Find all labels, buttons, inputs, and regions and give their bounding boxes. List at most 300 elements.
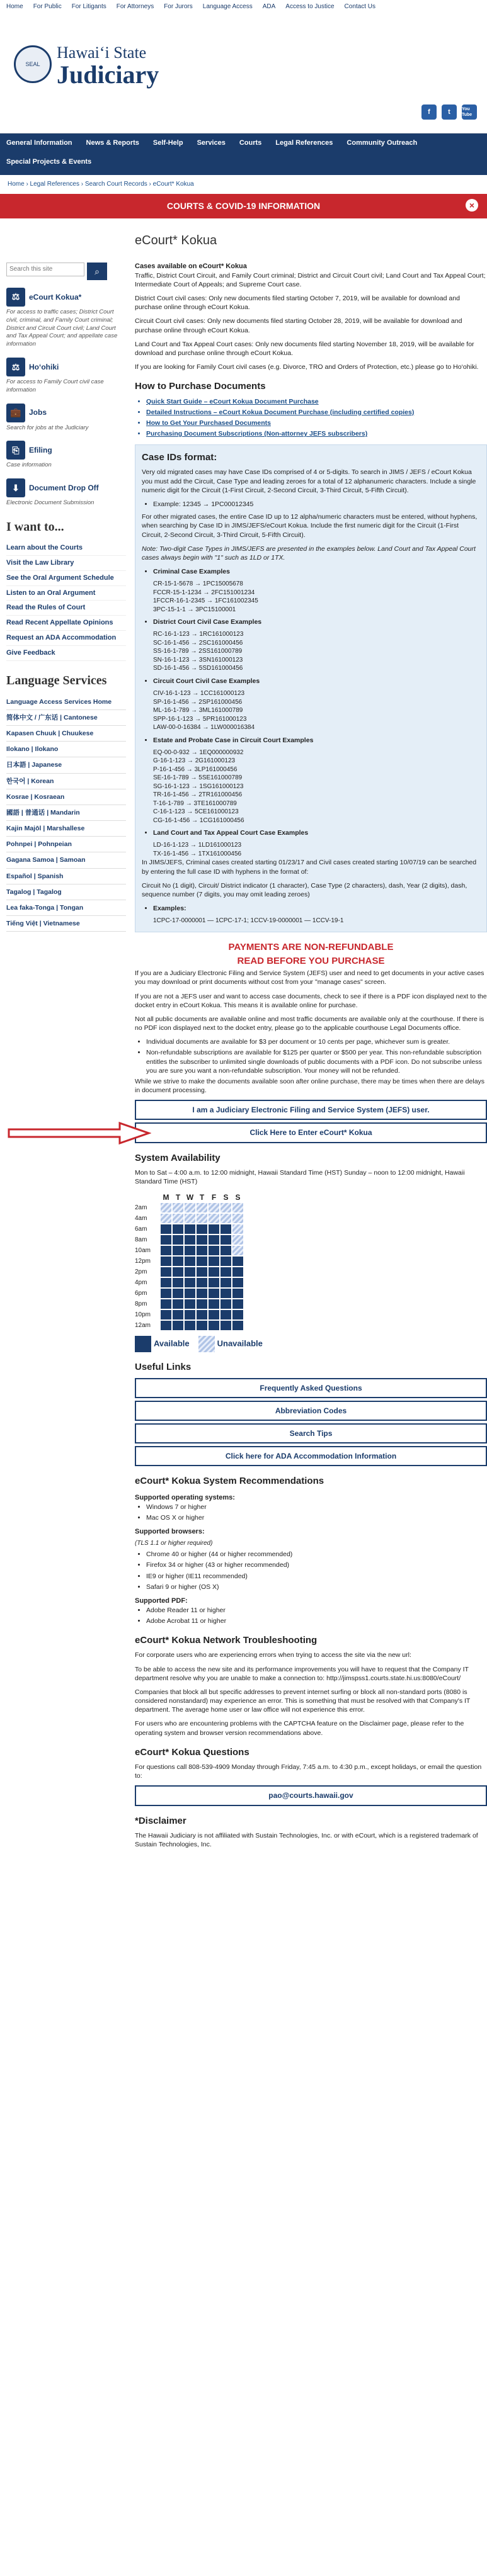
availability-cell (172, 1234, 184, 1245)
day-label: M (163, 1193, 169, 1202)
hour-label: 10am (135, 1247, 151, 1255)
language-link[interactable]: Gagana Samoa | Samoan (6, 852, 126, 868)
hour-label: 2pm (135, 1268, 147, 1276)
top-link[interactable]: ADA (262, 3, 276, 10)
caseid-example: CIV-16-1-123 → 1CC161000123 (153, 690, 245, 698)
legend-available-swatch (135, 1336, 151, 1352)
browser-title: Supported browsers: (135, 1527, 205, 1535)
availability-cell (172, 1267, 184, 1277)
sidebar-group-icon: ⚖ (6, 358, 25, 376)
os-item: • Mac OS X or higher (146, 1513, 487, 1522)
availability-cell (172, 1309, 184, 1320)
availability-cell (220, 1234, 232, 1245)
language-link[interactable]: 한국어 | Korean (6, 774, 126, 789)
site-search (6, 263, 126, 280)
availability-cell (232, 1245, 244, 1256)
availability-cell (232, 1213, 244, 1224)
availability-cell (184, 1256, 196, 1267)
sidebar-group-icon: 💼 (6, 404, 25, 422)
day-column (172, 1202, 184, 1331)
day-column (232, 1202, 244, 1331)
main-nav-item[interactable]: General Information (6, 139, 72, 147)
main-nav-item[interactable]: Services (197, 139, 226, 147)
warning-read: READ BEFORE YOU PURCHASE (237, 955, 385, 966)
availability-cell (172, 1256, 184, 1267)
hour-label: 10pm (135, 1311, 151, 1319)
useful-link[interactable]: Frequently Asked Questions (135, 1378, 487, 1398)
top-link[interactable]: For Litigants (71, 3, 106, 10)
availability-cell (184, 1277, 196, 1288)
main-nav-item[interactable]: Courts (239, 139, 262, 147)
social-links (421, 105, 477, 120)
sidebar-group-icon: ⬇ (6, 478, 25, 497)
sidebar-group-title-row[interactable] (6, 358, 126, 376)
caseid-group (142, 677, 480, 686)
availability-cell (220, 1299, 232, 1309)
caseid-example: SN-16-1-123 → 3SN161000123 (153, 656, 243, 664)
sidebar-group-desc: Electronic Document Submission (6, 499, 95, 507)
availability-cell (232, 1234, 244, 1245)
questions-title: eCourt* Kokua Questions (135, 1746, 249, 1758)
availability-cell (160, 1277, 172, 1288)
want-heading: I want to... (6, 520, 64, 534)
caseid-example: ML-16-1-789 → 3ML161000789 (153, 707, 243, 715)
want-link[interactable]: Read the Rules of Court (6, 601, 126, 616)
caseid-example: SS-16-1-789 → 2SS161000789 (153, 648, 243, 655)
browser-item: • IE9 or higher (IE11 recommended) (146, 1572, 487, 1581)
purchase-title: How to Purchase Documents (135, 381, 266, 392)
caseid-group-title: • Land Court and Tax Appeal Court Case Examples (153, 828, 480, 837)
twitter-icon[interactable]: t (442, 105, 457, 120)
language-link[interactable]: Tagalog | Tagalog (6, 884, 126, 900)
family-text: If you are looking for Family Court civil cases (e.g. Divorce, TRO and Orders of Protection, etc.) please go to Ho‘ohiki. (135, 363, 479, 371)
purchase-link[interactable]: • How to Get Your Purchased Documents (146, 419, 487, 427)
availability-cell (220, 1202, 232, 1213)
availability-cell (220, 1256, 232, 1267)
caseid-group (142, 618, 480, 626)
hour-label: 6pm (135, 1290, 147, 1297)
availability-cell (208, 1234, 220, 1245)
hour-label: 12pm (135, 1258, 151, 1265)
availability-cell (196, 1213, 208, 1224)
sidebar-group-title-row[interactable] (6, 288, 126, 307)
caseid-example: SC-16-1-456 → 2SC161000456 (153, 639, 243, 647)
caseid-example: TR-16-1-456 → 2TR161000456 (153, 791, 243, 799)
top-link[interactable]: Language Access (202, 3, 253, 10)
sidebar-group (6, 404, 126, 432)
caseid-group-title: • Estate and Probate Case in Circuit Court Examples (153, 736, 480, 745)
language-link[interactable]: 简体中文 / 广东话 | Cantonese (6, 710, 126, 726)
payments-b1: • Individual documents are available for $3 per document or 10 cents per page, whichever sum is greater. (146, 1037, 487, 1046)
availability-cell (184, 1288, 196, 1299)
district-text: District Court civil cases: Only new documents filed starting October 7, 2019, will be available for download and purchase online through eCourt Kokua. (135, 295, 460, 312)
payments-p1: If you are a Judiciary Electronic Filing and Service System (JEFS) user and need to get documents in your active cases you may download or print documents without cost from your "manage cases" screen. (135, 969, 484, 986)
useful-link[interactable]: Search Tips (135, 1423, 487, 1443)
hour-label: 4pm (135, 1279, 147, 1287)
availability-cell (172, 1320, 184, 1331)
sidebar-group-icon: ⎘ (6, 441, 25, 460)
availability-cell (220, 1277, 232, 1288)
availability-cell (184, 1224, 196, 1234)
caseid-example: SPP-16-1-123 → 5PR161000123 (153, 715, 247, 723)
browser-item: • Safari 9 or higher (OS X) (146, 1583, 487, 1591)
sidebar-group-title-row[interactable] (6, 404, 126, 422)
top-link[interactable]: For Attorneys (116, 3, 154, 10)
day-column (208, 1202, 220, 1331)
day-label: F (211, 1193, 217, 1202)
availability-cell (196, 1320, 208, 1331)
availability-cell (196, 1234, 208, 1245)
legend-available: Available (154, 1338, 190, 1348)
useful-title: Useful Links (135, 1362, 192, 1373)
language-link[interactable]: Lea faka-Tonga | Tongan (6, 900, 126, 916)
availability-cell (220, 1320, 232, 1331)
os-item: • Windows 7 or higher (146, 1503, 487, 1511)
availability-cell (232, 1309, 244, 1320)
availability-cell (184, 1299, 196, 1309)
day-column (160, 1202, 172, 1331)
availability-cell (232, 1224, 244, 1234)
payments-b2: • Non-refundable subscriptions are available for $125 per quarter or $500 per year. This non-refundable subscription entitles the subscriber to unlimited single downloads of public documents with a PDF icon. Do not subscribe unless you are sure you want a non-refundable subscription. Your money will not be refunded. (146, 1048, 487, 1075)
brand-line1: Hawai‘i State (57, 43, 147, 62)
facebook-icon[interactable]: f (421, 105, 437, 120)
availability-chart (135, 1192, 487, 1352)
trouble-title: eCourt* Kokua Network Troubleshooting (135, 1635, 318, 1646)
availability-cell (208, 1256, 220, 1267)
day-label: T (175, 1193, 181, 1202)
language-link[interactable]: 日本語 | Japanese (6, 757, 126, 773)
language-link[interactable]: 國語 | 普通话 | Mandarin (6, 805, 126, 821)
trouble-p4: For users who are encountering problems with the CAPTCHA feature on the Disclaimer page, please refer to the operating system and browser version recommendations above. (135, 1720, 464, 1737)
brand-line2: Judiciary (57, 60, 159, 89)
caseid-group (142, 567, 480, 576)
availability-cell (160, 1224, 172, 1234)
main-nav-item[interactable]: Special Projects & Events (6, 158, 92, 166)
language-link[interactable]: Kosrae | Kosraean (6, 789, 126, 805)
availability-cell (196, 1309, 208, 1320)
questions-p1: For questions call 808-539-4909 Monday through Friday, 7:45 a.m. to 4:30 p.m., except holidays, or email the question to: (135, 1763, 482, 1780)
sidebar-group-title[interactable]: Document Drop Off (29, 483, 99, 493)
caseid-example: 3PC-15-1-1 → 3PC15100001 (153, 606, 236, 613)
availability-cell (160, 1309, 172, 1320)
legend-unavailable-swatch (198, 1336, 215, 1352)
caseid-ex2-title: • Examples: (153, 904, 480, 913)
purchase-link[interactable]: • Purchasing Document Subscriptions (Non-attorney JEFS subscribers) (146, 429, 487, 438)
purchase-link[interactable]: • Detailed Instructions – eCourt Kokua Document Purchase (including certified copies) (146, 408, 487, 417)
availability-cell (208, 1320, 220, 1331)
top-link[interactable]: For Public (33, 3, 62, 10)
caseid-example: SD-16-1-456 → 5SD161000456 (153, 665, 243, 672)
caseid-group-title: • Criminal Case Examples (153, 567, 480, 576)
language-link[interactable]: Kajin Majōl | Marshallese (6, 821, 126, 837)
useful-link[interactable]: Abbreviation Codes (135, 1401, 487, 1421)
availability-cell (232, 1277, 244, 1288)
main-content (135, 222, 487, 1879)
caseid-example: SG-16-1-123 → 1SG161000123 (153, 782, 244, 790)
hour-label: 6am (135, 1226, 147, 1233)
availability-cell (160, 1234, 172, 1245)
availability-cell (208, 1309, 220, 1320)
caseid-example: T-16-1-789 → 3TE161000789 (153, 799, 237, 807)
availability-cell (184, 1202, 196, 1213)
caseid-ex2: 1CPC-17-0000001 — 1CPC-17-1; 1CCV-19-0000001 — 1CCV-19-1 (153, 917, 344, 925)
avail-text: Traffic, District Court Circuit, and Family Court criminal; District and Circuit Court civil; Land Court and Tax Appeal Court; Intermediate Court of Appeals; and Supreme Court case. (135, 271, 486, 288)
want-link[interactable]: Visit the Law Library (6, 556, 126, 571)
availability-cell (160, 1299, 172, 1309)
recs-title: eCourt* Kokua System Recommendations (135, 1476, 324, 1487)
language-link[interactable]: Español | Spanish (6, 869, 126, 884)
availability-cell (208, 1267, 220, 1277)
sidebar-group (6, 441, 126, 470)
language-link[interactable]: Pohnpei | Pohnpeian (6, 837, 126, 852)
trouble-p3: Companies that block all but specific addresses to prevent internet surfing or block all non-standard ports (8080 is considered nonstandard) may experience an error. This is something that must be resolved with that Company's IT department. The average home user or law office will not experience this error. (135, 1688, 471, 1714)
sidebar-group-icon: ⚖ (6, 288, 25, 307)
day-column (220, 1202, 232, 1331)
caseid-example: EQ-00-0-932 → 1EQ000000932 (153, 749, 244, 756)
caseid-p4: Circuit No (1 digit), Circuit/ District indicator (1 character), Case Type (2 characters), dash, Year (2 digits), dash, sequence number (7 digits, you may omit leading zeroes) (142, 881, 467, 898)
availability-cell (160, 1267, 172, 1277)
alert-label: COURTS & COVID-19 INFORMATION (166, 201, 321, 211)
caseid-group-title: • District Court Civil Case Examples (153, 618, 480, 626)
case-id-box (135, 444, 487, 932)
main-nav-item[interactable]: News & Reports (86, 139, 139, 147)
availability-cell (184, 1320, 196, 1331)
day-column (196, 1202, 208, 1331)
pdf-item: • Adobe Reader 11 or higher (146, 1606, 487, 1615)
availability-cell (232, 1202, 244, 1213)
day-label: W (186, 1193, 194, 1202)
availability-cell (160, 1213, 172, 1224)
availability-cell (184, 1309, 196, 1320)
sidebar (6, 222, 126, 1879)
availability-cell (220, 1224, 232, 1234)
day-label: S (223, 1193, 229, 1202)
sidebar-group-desc: For access to Family Court civil case information (6, 378, 104, 393)
land-text: Land Court and Tax Appeal Court cases: Only new documents filed starting November 18, 2019, will be available for download and purchase online through eCourt Kokua. (135, 340, 474, 357)
top-link[interactable]: Contact Us (344, 3, 376, 10)
availability-text: Mon to Sat – 4:00 a.m. to 12:00 midnight, Hawaii Standard Time (HST) Sunday – noon to 12:00 midnight, Hawaii Standard Time (HST) (135, 1168, 465, 1186)
sidebar-group-title[interactable]: eCourt Kokua* (29, 292, 82, 302)
availability-cell (208, 1288, 220, 1299)
availability-cell (196, 1267, 208, 1277)
caseid-p3: In JIMS/JEFS, Criminal cases created starting 01/23/17 and Civil cases created starting 10/07/19 can be searched by entering the full case ID with hyphens in the format of: (142, 859, 477, 876)
circuit-text: Circuit Court civil cases: Only new documents filed starting October 28, 2019, will be available for download and purchase online through eCourt Kokua. (135, 317, 462, 334)
caseid-example: P-16-1-456 → 3LP161000456 (153, 765, 238, 773)
caseid-example: LAW-00-0-16384 → 1LW000016384 (153, 724, 255, 732)
caseid-example: C-16-1-123 → 5CE161000123 (153, 808, 239, 816)
availability-cell (172, 1224, 184, 1234)
availability-cell (232, 1320, 244, 1331)
payments-p4: While we strive to make the documents available soon after online purchase, there may be times when there are delays in document processing. (135, 1077, 485, 1095)
availability-cell (220, 1267, 232, 1277)
covid-alert-banner[interactable] (0, 194, 487, 218)
trouble-p1: For corporate users who are experiencing errors when trying to access the site via the new url: (135, 1651, 411, 1659)
availability-cell (184, 1245, 196, 1256)
caseid-example: SP-16-1-456 → 2SP161000456 (153, 698, 243, 706)
availability-cell (160, 1256, 172, 1267)
availability-cell (172, 1202, 184, 1213)
availability-cell (172, 1288, 184, 1299)
sidebar-group-title[interactable]: Jobs (29, 408, 47, 417)
pdf-title: Supported PDF: (135, 1596, 188, 1605)
language-link[interactable]: Language Access Services Home (6, 694, 126, 710)
enter-ecourt-button[interactable]: Click Here to Enter eCourt* Kokua (135, 1122, 487, 1143)
availability-cell (196, 1277, 208, 1288)
availability-cell (184, 1234, 196, 1245)
day-column (184, 1202, 196, 1331)
main-nav-item[interactable]: Community Outreach (347, 139, 418, 147)
breadcrumb[interactable]: Home › Legal References › Search Court Records › eCourt* Kokua (8, 181, 194, 188)
top-link[interactable]: Access to Justice (285, 3, 335, 10)
sidebar-group-desc: Search for jobs at the Judiciary (6, 424, 89, 431)
availability-cell (184, 1213, 196, 1224)
want-link[interactable]: Give Feedback (6, 646, 126, 661)
email-link[interactable]: pao@courts.hawaii.gov (135, 1785, 487, 1805)
browser-note: (TLS 1.1 or higher required) (135, 1539, 213, 1547)
caseid-example: CG-16-1-456 → 1CG161000456 (153, 816, 244, 824)
browser-item: • Firefox 34 or higher (43 or higher recommended) (146, 1561, 487, 1569)
caseid-example: 1FCCR-16-1-2345 → 1FC161002345 (153, 597, 258, 605)
sidebar-group-title-row[interactable] (6, 478, 126, 497)
useful-link[interactable]: Click here for ADA Accommodation Information (135, 1446, 487, 1466)
caseid-group-title: • Circuit Court Civil Case Examples (153, 677, 480, 686)
disclaimer-title: *Disclaimer (135, 1815, 186, 1826)
sidebar-group (6, 288, 126, 349)
availability-cell (196, 1288, 208, 1299)
availability-cell (232, 1256, 244, 1267)
caseid-example: G-16-1-123 → 2G161000123 (153, 757, 236, 765)
availability-cell (160, 1288, 172, 1299)
caseid-note: Note: Two-digit Case Types in JIMS/JEFS are presented in the examples below. Land Court and Tax Appeal Court cases always begin with "1" such as 1LD or 1TX. (142, 545, 476, 562)
availability-cell (196, 1202, 208, 1213)
want-link[interactable]: Listen to an Oral Argument (6, 586, 126, 601)
availability-cell (208, 1277, 220, 1288)
language-heading: Language Services (6, 673, 107, 687)
youtube-icon[interactable]: You Tube (462, 105, 477, 120)
availability-cell (232, 1288, 244, 1299)
hour-label: 8pm (135, 1301, 147, 1308)
want-link[interactable]: Read Recent Appellate Opinions (6, 616, 126, 631)
want-link[interactable]: Learn about the Courts (6, 541, 126, 556)
sidebar-group-desc: For access to traffic cases; District Court civil, criminal, and Family Court criminal; District and Circuit Court civil; Land Court and Tax Appeal Court; and appellate case information (6, 308, 118, 348)
caseid-example: FCCR-15-1-1234 → 2FC151001234 (153, 589, 255, 596)
availability-cell (196, 1245, 208, 1256)
availability-cell (160, 1320, 172, 1331)
hour-label: 8am (135, 1236, 147, 1244)
top-link[interactable]: Home (6, 3, 23, 10)
availability-cell (172, 1277, 184, 1288)
availability-cell (232, 1299, 244, 1309)
availability-cell (196, 1299, 208, 1309)
trouble-p2: To be able to access the new site and its performance improvements you will have to request that the Company IT department resolve why you are unable to make a connection to: http://jimspss1.courts.state.hi.us:8080/eCourt/ (135, 1665, 469, 1682)
site-logo[interactable] (57, 44, 159, 88)
caseid-group (142, 828, 480, 837)
jefs-user-button[interactable]: I am a Judiciary Electronic Filing and Service System (JEFS) user. (135, 1100, 487, 1120)
caseid-group (142, 736, 480, 745)
availability-cell (172, 1299, 184, 1309)
top-link[interactable]: For Jurors (164, 3, 193, 10)
availability-cell (208, 1224, 220, 1234)
pdf-item: • Adobe Acrobat 11 or higher (146, 1617, 487, 1625)
caseid-title: Case IDs format: (142, 452, 217, 463)
sidebar-group-title[interactable]: Efiling (29, 446, 52, 455)
seal-label: SEAL (25, 60, 40, 67)
availability-cell (220, 1288, 232, 1299)
judiciary-seal-icon[interactable] (14, 45, 52, 83)
hour-label: 12am (135, 1322, 151, 1330)
sidebar-group-title-row[interactable] (6, 441, 126, 460)
availability-cell (220, 1213, 232, 1224)
caseid-example: RC-16-1-123 → 1RC161000123 (153, 631, 244, 638)
browser-item: • Chrome 40 or higher (44 or higher recommended) (146, 1550, 487, 1559)
main-nav-item[interactable]: Self-Help (152, 139, 183, 147)
close-icon[interactable]: × (466, 199, 478, 212)
purchase-link[interactable]: • Quick Start Guide – eCourt Kokua Document Purchase (146, 397, 487, 406)
availability-cell (208, 1299, 220, 1309)
main-nav (0, 133, 487, 175)
caseid-example: SE-16-1-789 → 5SE161000789 (153, 774, 243, 782)
availability-cell (172, 1213, 184, 1224)
payments-p3: Not all public documents are available online and most traffic documents are available only at the courthouse. If there is no PDF icon displayed next to the docket entry, please go to the applicable courthouse Legal Documents office. (135, 1015, 484, 1032)
want-link[interactable]: See the Oral Argument Schedule (6, 571, 126, 586)
hour-label: 4am (135, 1215, 147, 1223)
caseid-example1: • Example: 12345 → 1PC00012345 (153, 500, 480, 509)
caseid-example: TX-16-1-456 → 1TX161000456 (153, 850, 242, 857)
sidebar-group (6, 478, 126, 507)
payments-p2: If you are not a JEFS user and want to access case documents, check to see if there is a PDF icon displayed next to the docket entry in eCourt Kokua. This means it is available online for purchase. (135, 992, 487, 1009)
availability-cell (196, 1224, 208, 1234)
want-link[interactable]: Request an ADA Accommodation (6, 631, 126, 646)
language-link[interactable]: Tiếng Việt | Vietnamese (6, 916, 126, 932)
disclaimer-p1: The Hawaii Judiciary is not affiliated with Sustain Technologies, Inc. or with eCourt, which is a registered trademark of Sustain Technologies, Inc. (135, 1831, 478, 1848)
day-label: T (199, 1193, 205, 1202)
sidebar-group-desc: Case information (6, 461, 52, 469)
page-title: eCourt* Kokua (135, 233, 217, 247)
availability-cell (172, 1245, 184, 1256)
legend-unavailable: Unavailable (217, 1338, 263, 1348)
hour-label: 2am (135, 1204, 147, 1212)
top-nav (0, 0, 487, 39)
main-nav-item[interactable]: Legal References (275, 139, 333, 147)
availability-cell (160, 1245, 172, 1256)
arrow-pointer-icon (6, 1121, 151, 1146)
site-header (0, 39, 487, 133)
availability-cell (208, 1245, 220, 1256)
caseid-example: LD-16-1-123 → 1LD161000123 (153, 842, 242, 849)
language-link[interactable]: Ilokano | Ilokano (6, 742, 126, 757)
search-icon[interactable]: ⌕ (87, 263, 107, 280)
caseid-p2: For other migrated cases, the entire Case ID up to 12 alpha/numeric characters must be entered, without hyphens, when searching by Case ID in JIMS/JEFS/eCourt Kokua. Include the first numeric digit for the Circuit (1-First Circuit, 2-Second Circuit, 3-Third Circuit, 5-Fifth Circuit). (142, 513, 478, 539)
availability-cell (208, 1202, 220, 1213)
availability-cell (196, 1256, 208, 1267)
search-input[interactable] (6, 263, 84, 276)
avail-title: Cases available on eCourt* Kokua (135, 262, 247, 270)
caseid-example: CR-15-1-5678 → 1PC15005678 (153, 580, 243, 588)
availability-cell (160, 1202, 172, 1213)
language-link[interactable]: Kapasen Chuuk | Chuukese (6, 726, 126, 742)
sidebar-group (6, 358, 126, 395)
day-label: S (235, 1193, 241, 1202)
availability-cell (220, 1309, 232, 1320)
os-title: Supported operating systems: (135, 1493, 235, 1501)
sidebar-group-title[interactable]: Ho‘ohiki (29, 362, 59, 371)
availability-legend (135, 1336, 487, 1352)
availability-cell (220, 1245, 232, 1256)
availability-cell (208, 1213, 220, 1224)
availability-cell (184, 1267, 196, 1277)
warning-nonrefundable: PAYMENTS ARE NON-REFUNDABLE (228, 941, 394, 952)
caseid-p1: Very old migrated cases may have Case IDs comprised of 4 or 5-digits. To search in JIMS / JEFS / eCourt Kokua you must add the Circuit, Case Type and leading zeroes for a total of 12 alphanumeric characters. Include a single numeric digit for the Circuit (1-First Circuit, 2-Second Circuit, 3-Third Circuit, 5-Fifth Circuit). (142, 468, 476, 494)
